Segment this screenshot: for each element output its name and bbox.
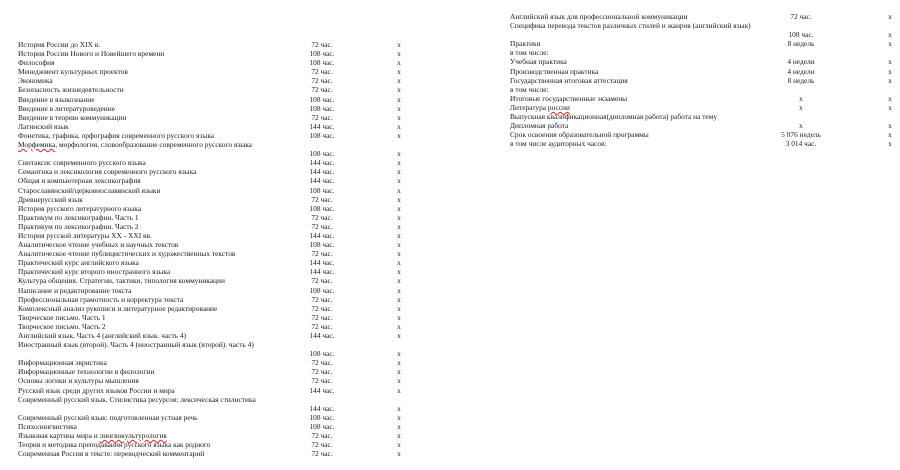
course-name: Дипломная работа — [510, 121, 569, 131]
course-name: История русской литературы XX - XXI вв. — [18, 230, 152, 240]
mark-value: x — [397, 212, 401, 222]
table-row — [18, 295, 418, 304]
mark-value: x — [397, 240, 401, 250]
table-row — [18, 58, 418, 67]
hours-value: 72 час. — [311, 294, 333, 304]
hours-value: 108 час. — [788, 30, 814, 40]
table-row — [18, 267, 418, 276]
hours-value: 108 час. — [309, 421, 335, 431]
course-name: Творческое письмо. Часть 2 — [18, 321, 106, 331]
hours-value: 72 час. — [311, 76, 333, 86]
mark-value: x — [397, 258, 401, 268]
course-name: Психолингвистика — [18, 421, 77, 431]
mark-value: x — [888, 66, 892, 76]
mark-value: x — [397, 85, 401, 95]
hours-value: 144 час. — [309, 230, 335, 240]
right-course-table — [510, 12, 895, 148]
mark-value: x — [397, 376, 401, 386]
table-row — [18, 186, 418, 195]
hours-value: 72 час. — [311, 431, 333, 441]
hours-value: 3 014 час. — [785, 139, 817, 149]
mark-value: x — [397, 412, 401, 422]
course-name: Теория и методика преподавания русского языка как родного — [18, 440, 211, 450]
course-name: Профессиональная грамотность и корректура текста — [18, 294, 184, 304]
table-row — [18, 231, 418, 240]
course-name: Синтаксис современного русского языка — [18, 158, 146, 168]
table-row — [18, 358, 418, 367]
table-row — [18, 304, 418, 313]
course-name: Срок освоения образовательной программы — [510, 130, 649, 140]
mark-value: x — [397, 321, 401, 331]
course-name: Экономика — [18, 76, 53, 86]
hours-value: 108 час. — [309, 203, 335, 213]
hours-value: 72 час. — [311, 303, 333, 313]
mark-value: x — [397, 331, 401, 340]
hours-value: 144 час. — [309, 385, 335, 395]
hours-value: 72 час. — [311, 367, 333, 377]
table-row — [18, 113, 418, 122]
hours-value: 4 недели — [787, 57, 815, 67]
table-row — [18, 340, 418, 358]
course-name: Учебная практика — [510, 57, 567, 67]
course-name: Древнерусский язык — [18, 194, 83, 204]
course-name: Введение в теорию коммуникации — [18, 112, 127, 122]
hours-value: 72 час. — [311, 376, 333, 386]
course-name: Современный русский язык. Стилистика ресурсов: лексическая стилистика — [18, 394, 256, 404]
hours-value: 72 час. — [311, 312, 333, 322]
hours-value: 72 час. — [311, 85, 333, 95]
course-name: Современный русский язык: подготовленная устная речь — [18, 412, 198, 422]
mark-value: x — [397, 203, 401, 213]
hours-value: 144 час. — [309, 267, 335, 277]
mark-value: x — [397, 67, 401, 77]
mark-value: x — [397, 303, 401, 313]
mark-value: x — [888, 121, 892, 131]
course-name: Практики — [510, 39, 541, 49]
mark-value: x — [888, 75, 892, 85]
course-name: Фонетика, графика, орфография современного русского языка — [18, 130, 215, 140]
mark-value: x — [888, 12, 892, 21]
table-row — [18, 258, 418, 267]
hours-value: x — [799, 121, 803, 131]
mark-value: x — [397, 58, 401, 68]
mark-value: x — [397, 367, 401, 377]
course-name: Информационная эвристика — [18, 358, 107, 368]
course-name-part: лингвокультурология — [99, 431, 167, 441]
course-name: Английский язык. Часть 4 (английский язык. часть 4) — [18, 331, 187, 340]
mark-value: x — [397, 403, 401, 413]
table-row — [18, 322, 418, 331]
table-row — [510, 48, 895, 57]
mark-value: x — [397, 149, 401, 159]
course-name: Русский язык среди других языков России и мира — [18, 385, 175, 395]
mark-value: x — [397, 112, 401, 122]
course-name: Комплексный анализ рукописи и литературное редактирование — [18, 303, 218, 313]
course-name: Практикум по лексикографии. Часть 2 — [18, 221, 139, 231]
course-name: Иностранный язык (второй). Часть 4 (иностранный язык (второй). часть 4) — [18, 340, 254, 350]
course-name: Менеджмент культурных проектов — [18, 67, 128, 77]
table-row — [18, 367, 418, 376]
table-row — [510, 76, 895, 85]
hours-value: 72 час. — [311, 321, 333, 331]
mark-value: x — [888, 30, 892, 40]
table-row — [18, 104, 418, 113]
table-row — [18, 286, 418, 295]
table-row — [18, 158, 418, 167]
mark-value: x — [397, 185, 401, 195]
course-name: Государственная итоговая аттестация — [510, 75, 628, 85]
mark-value: x — [397, 385, 401, 395]
course-name: Общая и компьютерная лексикография — [18, 176, 141, 186]
course-name-part: Литература — [510, 102, 548, 112]
table-row — [18, 440, 418, 449]
hours-value: 108 час. — [309, 49, 335, 59]
table-row — [18, 422, 418, 431]
table-row — [510, 130, 895, 139]
table-row — [18, 413, 418, 422]
hours-value: 72 час. — [790, 12, 812, 21]
table-row — [510, 39, 895, 48]
course-name-part: Языковая картина мира и — [18, 431, 100, 441]
mark-value: x — [888, 57, 892, 67]
hours-value: 72 час. — [311, 449, 333, 459]
hours-value: 72 час. — [311, 112, 333, 122]
hours-value: 144 час. — [309, 331, 335, 340]
mark-value: x — [397, 130, 401, 140]
table-row — [18, 40, 418, 49]
hours-value: 4 недели — [787, 66, 815, 76]
course-name: Написание и редактирование текста — [18, 285, 132, 295]
mark-value: x — [397, 312, 401, 322]
mark-value: x — [397, 431, 401, 441]
table-row — [510, 57, 895, 66]
course-name: Специфика перевода текстов различных стилей и жанров (английский язык) — [510, 21, 751, 31]
table-row — [510, 121, 895, 130]
hours-value: 144 час. — [309, 158, 335, 168]
mark-value: x — [397, 158, 401, 168]
course-name: Введение в литературоведение — [18, 103, 115, 113]
hours-value: 72 час. — [311, 276, 333, 286]
hours-value: 5 076 недель — [781, 130, 821, 140]
hours-value: 72 час. — [311, 358, 333, 368]
table-row — [18, 195, 418, 204]
hours-value: 108 час. — [309, 240, 335, 250]
table-row — [510, 103, 895, 112]
hours-value: 108 час. — [309, 130, 335, 140]
mark-value: x — [397, 167, 401, 177]
course-name — [18, 140, 288, 149]
course-name: Основы логики и культуры мышления — [18, 376, 139, 386]
course-name: Практический курс английского языка — [18, 258, 139, 268]
hours-value: 108 час. — [309, 103, 335, 113]
course-name — [18, 431, 167, 440]
mark-value: x — [888, 139, 892, 149]
course-name: Латинский язык — [18, 121, 69, 131]
mark-value: x — [397, 294, 401, 304]
table-row — [18, 49, 418, 58]
table-row — [18, 176, 418, 185]
mark-value: x — [397, 103, 401, 113]
mark-value: x — [397, 421, 401, 431]
mark-value: x — [397, 440, 401, 450]
mark-value: x — [397, 194, 401, 204]
table-row — [18, 167, 418, 176]
course-name: Современная Россия в тексте: переводческий комментарий — [18, 449, 205, 459]
table-row — [18, 140, 418, 158]
table-row — [18, 431, 418, 440]
mark-value: x — [888, 130, 892, 140]
hours-value: 108 час. — [309, 185, 335, 195]
mark-value: x — [888, 93, 892, 103]
course-name: Аналитическое чтение учебных и научных текстов — [18, 240, 179, 250]
course-name-part: Морфемика — [18, 140, 56, 150]
course-name: Производственная практика — [510, 66, 599, 76]
hours-value: 108 час. — [309, 94, 335, 104]
table-row — [18, 395, 418, 413]
table-row — [18, 95, 418, 104]
mark-value: x — [397, 276, 401, 286]
course-name: Безопасность жизнедеятельности — [18, 85, 124, 95]
course-name: Английский язык для профессиональной коммуникации — [510, 12, 688, 21]
table-row — [18, 222, 418, 231]
course-name: Практикум по лексикографии. Часть 1 — [18, 212, 139, 222]
mark-value: x — [397, 176, 401, 186]
course-name: Итоговые государственные экзамены — [510, 93, 628, 103]
hours-value: 8 недель — [787, 75, 815, 85]
mark-value: x — [397, 76, 401, 86]
hours-value: 108 час. — [309, 149, 335, 159]
hours-value: 8 недель — [787, 39, 815, 49]
course-name: в том числе: — [510, 48, 549, 58]
course-name: Аналитическое чтение публицистических и художественных текстов — [18, 249, 236, 259]
mark-value: x — [888, 102, 892, 112]
hours-value: x — [799, 102, 803, 112]
table-row — [18, 449, 418, 458]
hours-value: 144 час. — [309, 176, 335, 186]
hours-value: 72 час. — [311, 67, 333, 77]
hours-value: 72 час. — [311, 194, 333, 204]
hours-value: 108 час. — [309, 412, 335, 422]
mark-value: x — [397, 94, 401, 104]
table-row — [18, 213, 418, 222]
table-row — [510, 12, 895, 21]
course-name: Информационные технологии в филологии — [18, 367, 155, 377]
course-name: Практический курс второго иностранного языка — [18, 267, 171, 277]
mark-value: x — [397, 49, 401, 59]
hours-value: 72 час. — [311, 249, 333, 259]
table-row — [510, 94, 895, 103]
hours-value: 108 час. — [309, 285, 335, 295]
table-row — [18, 276, 418, 285]
mark-value: x — [397, 221, 401, 231]
table-row — [510, 21, 895, 39]
table-row — [18, 122, 418, 131]
hours-value: 72 час. — [311, 40, 333, 49]
table-row — [18, 204, 418, 213]
course-name: Старославянский/церковнославянский языки — [18, 185, 161, 195]
course-name-part: , морфология, словообразование современного русского языка — [55, 140, 252, 150]
mark-value: x — [397, 249, 401, 259]
course-name: Философия — [18, 58, 55, 68]
hours-value: 108 час. — [309, 58, 335, 68]
hours-value: 144 час. — [309, 121, 335, 131]
course-name: Выпускная квалификационная(дипломная работа) работа на тему — [510, 112, 718, 122]
mark-value: x — [397, 267, 401, 277]
table-row — [18, 386, 418, 395]
hours-value: 144 час. — [309, 167, 335, 177]
course-name: Введение в языкознание — [18, 94, 95, 104]
course-name: История русского литературного языка — [18, 203, 142, 213]
mark-value: x — [397, 358, 401, 368]
table-row — [510, 139, 895, 148]
mark-value: x — [397, 121, 401, 131]
table-row — [18, 331, 418, 340]
course-name: История России Нового и Новейшего времени — [18, 49, 165, 59]
left-course-table — [18, 40, 418, 458]
mark-value: x — [397, 349, 401, 359]
table-row — [18, 131, 418, 140]
course-name: в том числе аудиторных часов: — [510, 139, 607, 149]
hours-value: 72 час. — [311, 212, 333, 222]
course-name: Культура общения. Стратегии, тактики, типология коммуникации — [18, 276, 225, 286]
mark-value: x — [397, 40, 401, 49]
course-name: Семантика и лексикология современного русского языка — [18, 167, 197, 177]
mark-value: x — [397, 285, 401, 295]
hours-value: 72 час. — [311, 440, 333, 450]
table-row — [18, 85, 418, 94]
table-row — [18, 249, 418, 258]
mark-value: x — [397, 230, 401, 240]
table-row — [510, 67, 895, 76]
mark-value: x — [888, 39, 892, 49]
course-name: в том числе: — [510, 84, 549, 94]
mark-value: x — [397, 449, 401, 459]
hours-value: 108 час. — [309, 349, 335, 359]
table-row — [510, 112, 895, 121]
course-name — [510, 103, 570, 112]
course-name-part: россии — [547, 102, 570, 112]
table-row — [18, 376, 418, 385]
table-row — [18, 240, 418, 249]
table-row — [18, 313, 418, 322]
course-name: История России до XIX в. — [18, 40, 101, 49]
hours-value: 144 час. — [309, 403, 335, 413]
hours-value: 72 час. — [311, 221, 333, 231]
table-row — [510, 85, 895, 94]
course-name: Творческое письмо. Часть 1 — [18, 312, 106, 322]
hours-value: 144 час. — [309, 258, 335, 268]
table-row — [18, 76, 418, 85]
hours-value: x — [799, 93, 803, 103]
table-row — [18, 67, 418, 76]
